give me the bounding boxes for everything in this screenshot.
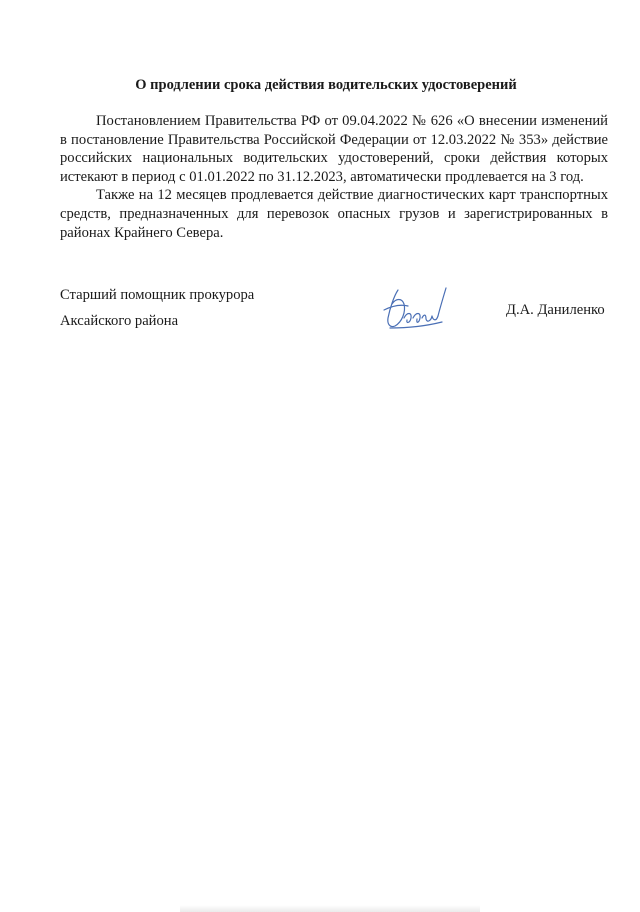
handwritten-signature — [376, 282, 456, 334]
document-title: О продлении срока действия водительских удостоверений — [135, 77, 517, 93]
signatory-name: Д.А. Даниленко — [506, 302, 605, 318]
scan-edge-artifact — [180, 905, 480, 912]
document-body — [60, 112, 608, 242]
paragraph-2: Также на 12 месяцев продлевается действие диагностических карт транспортных средств, предназначенных для перевозок опасных грузов и зарегистрированных в районах Крайнего Севера. — [60, 187, 608, 241]
signatory-position-line-2: Аксайского района — [60, 313, 179, 329]
paragraph-1: Постановлением Правительства РФ от 09.04.2022 № 626 «О внесении изменений в постановление Правительства Российской Федерации от 12.03.2022 № 353» действие российских национальных водительских удостоверений, сроки действия которых истекают в период с 01.01.2022 по 31.12.2023, автоматически продлевается на 3 год. — [60, 113, 608, 185]
signatory-position-line-1: Старший помощник прокурора — [60, 287, 255, 303]
signatory-position — [60, 282, 254, 334]
